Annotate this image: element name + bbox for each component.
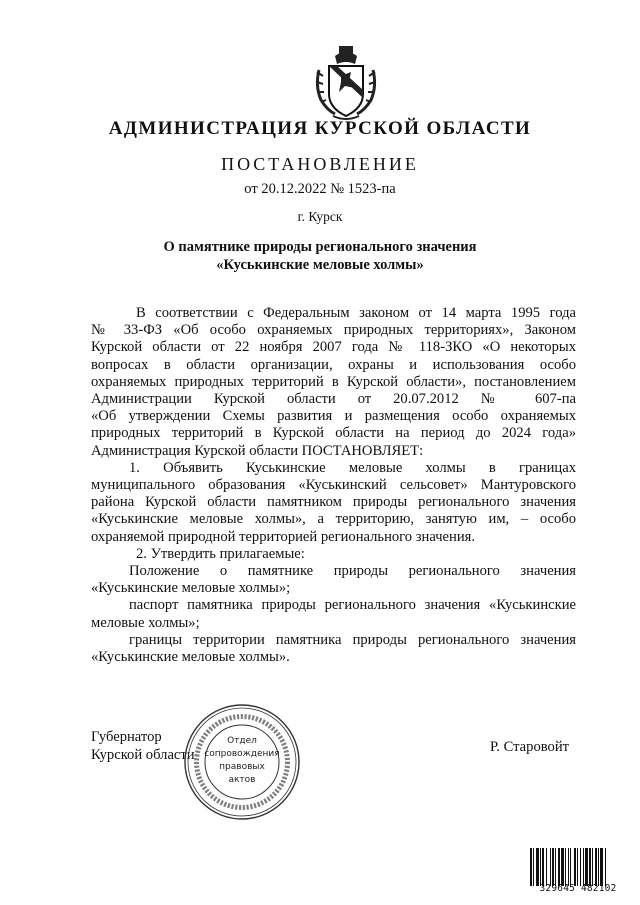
document-title-line: О памятнике природы регионального значения — [163, 239, 477, 255]
body-line: Курской области от 22 ноября 2007 года № 118-ЗКО «О некоторых — [91, 339, 576, 356]
signatory-position-line: Губернатор — [91, 729, 162, 745]
barcode — [530, 848, 626, 886]
signatory-position — [91, 728, 195, 764]
stamp-center-line: Отдел — [227, 736, 257, 746]
body-line: «Куськинские меловые холмы»; — [91, 580, 291, 597]
body-line: «Об утверждении Схемы развития и размещения особо охраняемых — [91, 408, 576, 425]
body-line: паспорт памятника природы регионального значения «Куськинские — [129, 597, 576, 614]
body-line: «Куськинские меловые холмы». — [91, 649, 290, 666]
body-line: муниципального образования «Куськинский сельсовет» Мантуровского — [91, 477, 576, 494]
body-line: Администрация Курской области ПОСТАНОВЛЯЕТ: — [91, 442, 424, 459]
stamp-center-line: актов — [228, 775, 256, 785]
document-body — [91, 305, 576, 666]
organization-name: АДМИНИСТРАЦИЯ КУРСКОЙ ОБЛАСТИ — [108, 118, 532, 139]
barcode-number: 329645 482102 — [539, 883, 617, 894]
body-line: охраняемой природной территорией регионального значения. — [91, 528, 476, 545]
body-line: В соответствии с Федеральным законом от 14 марта 1995 года — [136, 305, 576, 321]
signatory-name: Р. Старовойт — [490, 739, 570, 755]
signatory-position-line: Курской области — [91, 747, 195, 763]
body-line: Положение о памятнике природы регионального значения — [129, 563, 576, 580]
body-line: 2. Утвердить прилагаемые: — [136, 545, 305, 562]
body-line: № 33-ФЗ «Об особо охраняемых природных территориях», Законом — [91, 322, 576, 339]
body-line: Администрации Курской области от 20.07.2012 № 607-па — [91, 391, 576, 408]
body-line: «Куськинские меловые холмы», а территорию, занятую им, – особо — [91, 511, 576, 528]
document-title-line: «Куськинские меловые холмы» — [216, 257, 424, 273]
body-line: вопросах в области организации, охраны и использования особо — [91, 356, 576, 373]
stamp-center-line: сопровождения — [204, 749, 280, 759]
document-city: г. Курск — [297, 209, 343, 224]
stamp-center-line: правовых — [219, 762, 265, 772]
body-line: меловые холмы»; — [91, 614, 200, 631]
official-stamp — [182, 702, 302, 822]
body-line: природных территорий в Курской области на период до 2024 года» — [91, 425, 576, 442]
body-line: границы территории памятника природы регионального значения — [129, 631, 576, 648]
document-date-number: от 20.12.2022 № 1523-па — [244, 181, 396, 197]
document-title — [0, 238, 640, 274]
document-kind: ПОСТАНОВЛЕНИЕ — [221, 154, 419, 174]
body-line: охраняемых природных территорий в Курской области», постановлением — [91, 373, 576, 390]
body-line: района Курской области памятником природы регионального значения — [91, 494, 576, 511]
body-line: 1. Объявить Куськинские меловые холмы в границах — [129, 459, 576, 476]
coat-of-arms-emblem — [311, 42, 381, 122]
